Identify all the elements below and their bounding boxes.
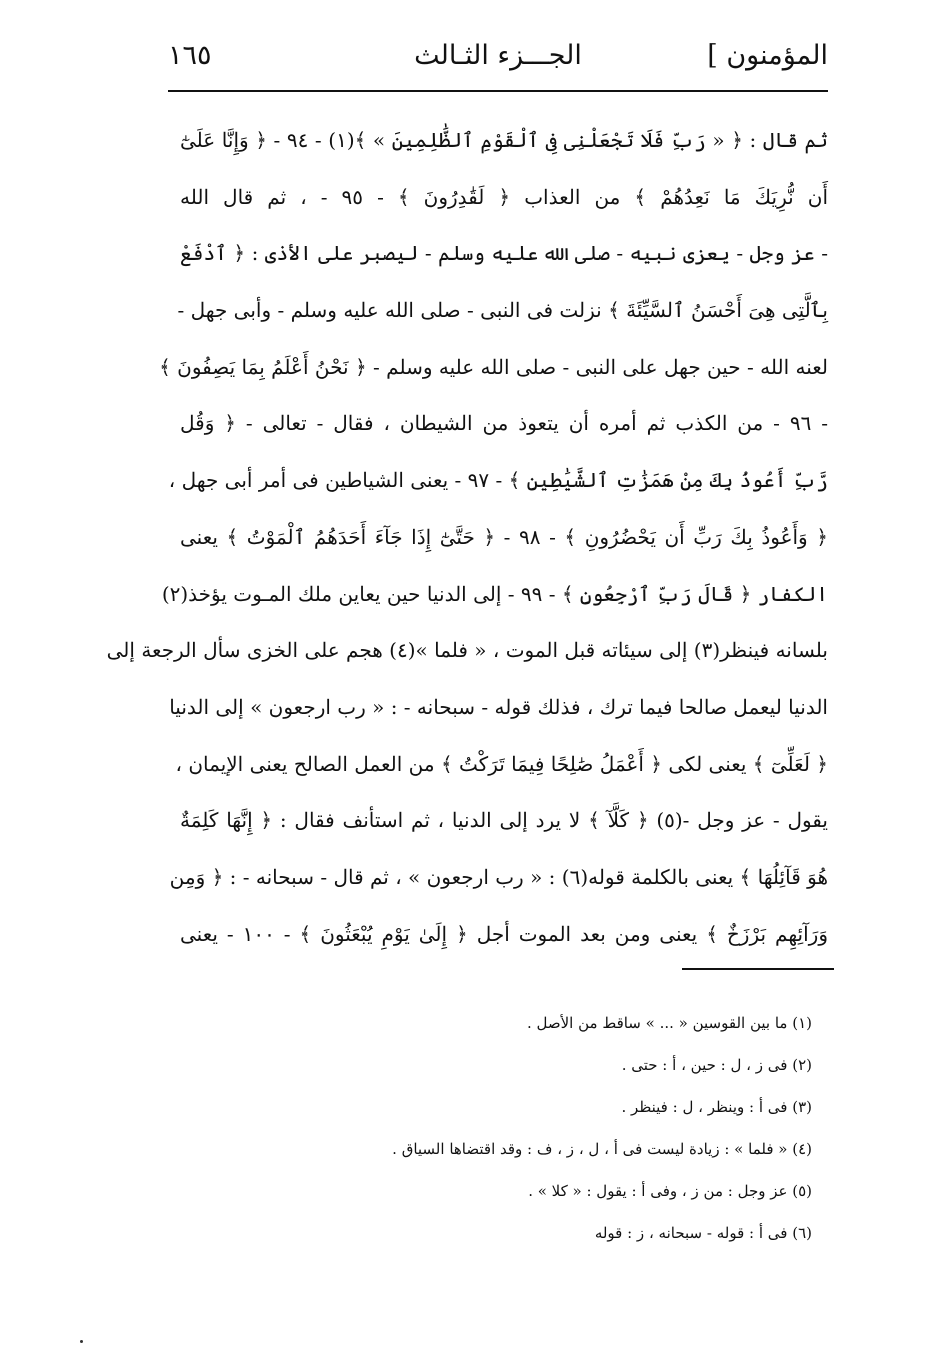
text-line: هُوَ قَآئِلُهَا ﴾ يعنى بالكلمة قوله(٦) : « رب ارجعون » ، ثم قال - سبحانه - : ﴿ وَمِن <box>169 864 828 889</box>
surah-title: المؤمنون ] <box>707 40 828 71</box>
footnote: (١) ما بين القوسين « ... » ساقط من الأصل . <box>526 1014 812 1032</box>
footnote: (٥) عز وجل : من ز ، وفى أ : يقول : « كلا » . <box>528 1182 812 1200</box>
text-line: يقول - عز وجل -(٥) ﴿ كَلَّآ ﴾ لا يرد إلى الدنيا ، ثم استأنف فقال : ﴿ إِنَّهَا كَلِمَةٌ <box>180 808 828 833</box>
text-line: بلسانه فينظر(٣) إلى سيئاته قبل الموت ، « فلما »(٤) هجم على الخزى سأل الرجعة إلى <box>106 638 828 663</box>
text-line: لعنه الله - حين جهل على النبى - صلى الله عليه وسلم - ﴿ نَحْنُ أَعْلَمُ بِمَا يَصِفُونَ ﴾ <box>159 354 828 379</box>
footnotes <box>200 1002 812 1254</box>
main-text <box>106 112 829 962</box>
scan-speck <box>80 1340 83 1343</box>
text-line: الدنيا ليعمل صالحا فيما ترك ، فذلك قوله - سبحانه - : « رب ارجعون » إلى الدنيا <box>169 694 828 719</box>
text-line: رَّبِّ أَعُوذُ بِكَ مِنْ هَمَزَٰتِ ٱلشَّيَٰطِينِ ﴾ - ٩٧ - يعنى الشياطين فى أمر أبى جهل ، <box>168 468 828 493</box>
footnote-divider <box>682 968 834 970</box>
text-line: أَن نُّرِيَكَ مَا نَعِدُهُمْ ﴾ من العذاب ﴿ لَقَٰدِرُونَ ﴾ - ٩٥ - ، ثم قال الله <box>180 184 829 209</box>
footnote: (٤) « فلما » : زيادة ليست فى أ ، ل ، ز ، ف : وقد اقتضاها السياق . <box>392 1140 812 1158</box>
footnote: (٢) فى ز ، ل : حين ، أ : حتى . <box>621 1056 812 1074</box>
text-line: وَرَآئِهِم بَرْزَخٌ ﴾ يعنى ومن بعد الموت أجل ﴿ إِلَىٰ يَوْمِ يُبْعَثُونَ ﴾ - ١٠٠ - يعنى <box>180 921 828 946</box>
juz-title: الجـــزء الثـالث <box>414 40 582 71</box>
text-line: - ٩٦ - من الكذب ثم أمره أن يتعوذ من الشيطان ، فقال - تعالى - ﴿ وَقُل <box>180 411 828 436</box>
footnote: (٣) فى أ : وينظر ، ل : فينظر . <box>621 1098 812 1116</box>
text-line: - عز وجل - يعزى نبيه - صلى الله عليه وسلم - ليصبر على الأذى : ﴿ ٱدْفَعْ <box>180 241 828 266</box>
text-line: بِٱلَّتِى هِىَ أَحْسَنُ ٱلسَّيِّئَةَ ﴾ نزلت فى النبى - صلى الله عليه وسلم - وأبى جهل - <box>177 298 828 323</box>
footnote: (٦) فى أ : قوله - سبحانه ، ز : قوله <box>594 1224 812 1242</box>
page-number: ١٦٥ <box>168 40 212 71</box>
text-line: ﴿ وَأَعُوذُ بِكَ رَبِّ أَن يَحْضُرُونِ ﴾ - ٩٨ - ﴿ حَتَّىٰٓ إِذَا جَآءَ أَحَدَهُمُ ٱلْمَوْتُ ﴾ يعنى <box>180 524 829 549</box>
text-line: ﴿ لَعَلِّىٓ ﴾ يعنى لكى ﴿ أَعْمَلُ صَٰلِحًا فِيمَا تَرَكْتُ ﴾ من العمل الصالح يعنى الإيمان ، <box>175 751 828 776</box>
text-line: الكفار ﴿ قَالَ رَبِّ ٱرْجِعُونِ ﴾ - ٩٩ - إلى الدنيا حين يعاين ملك المـوت يؤخذ(٢) <box>161 581 828 606</box>
text-line: ثم قال : ﴿ « رَبِّ فَلَا تَجْعَلْنِى فِى ٱلْقَوْمِ ٱلظَّٰلِمِينَ » ﴾(١) - ٩٤ - ﴿ وَإِنَّا عَلَىٰٓ <box>180 128 828 152</box>
running-header <box>168 32 828 92</box>
header-divider <box>168 90 828 92</box>
